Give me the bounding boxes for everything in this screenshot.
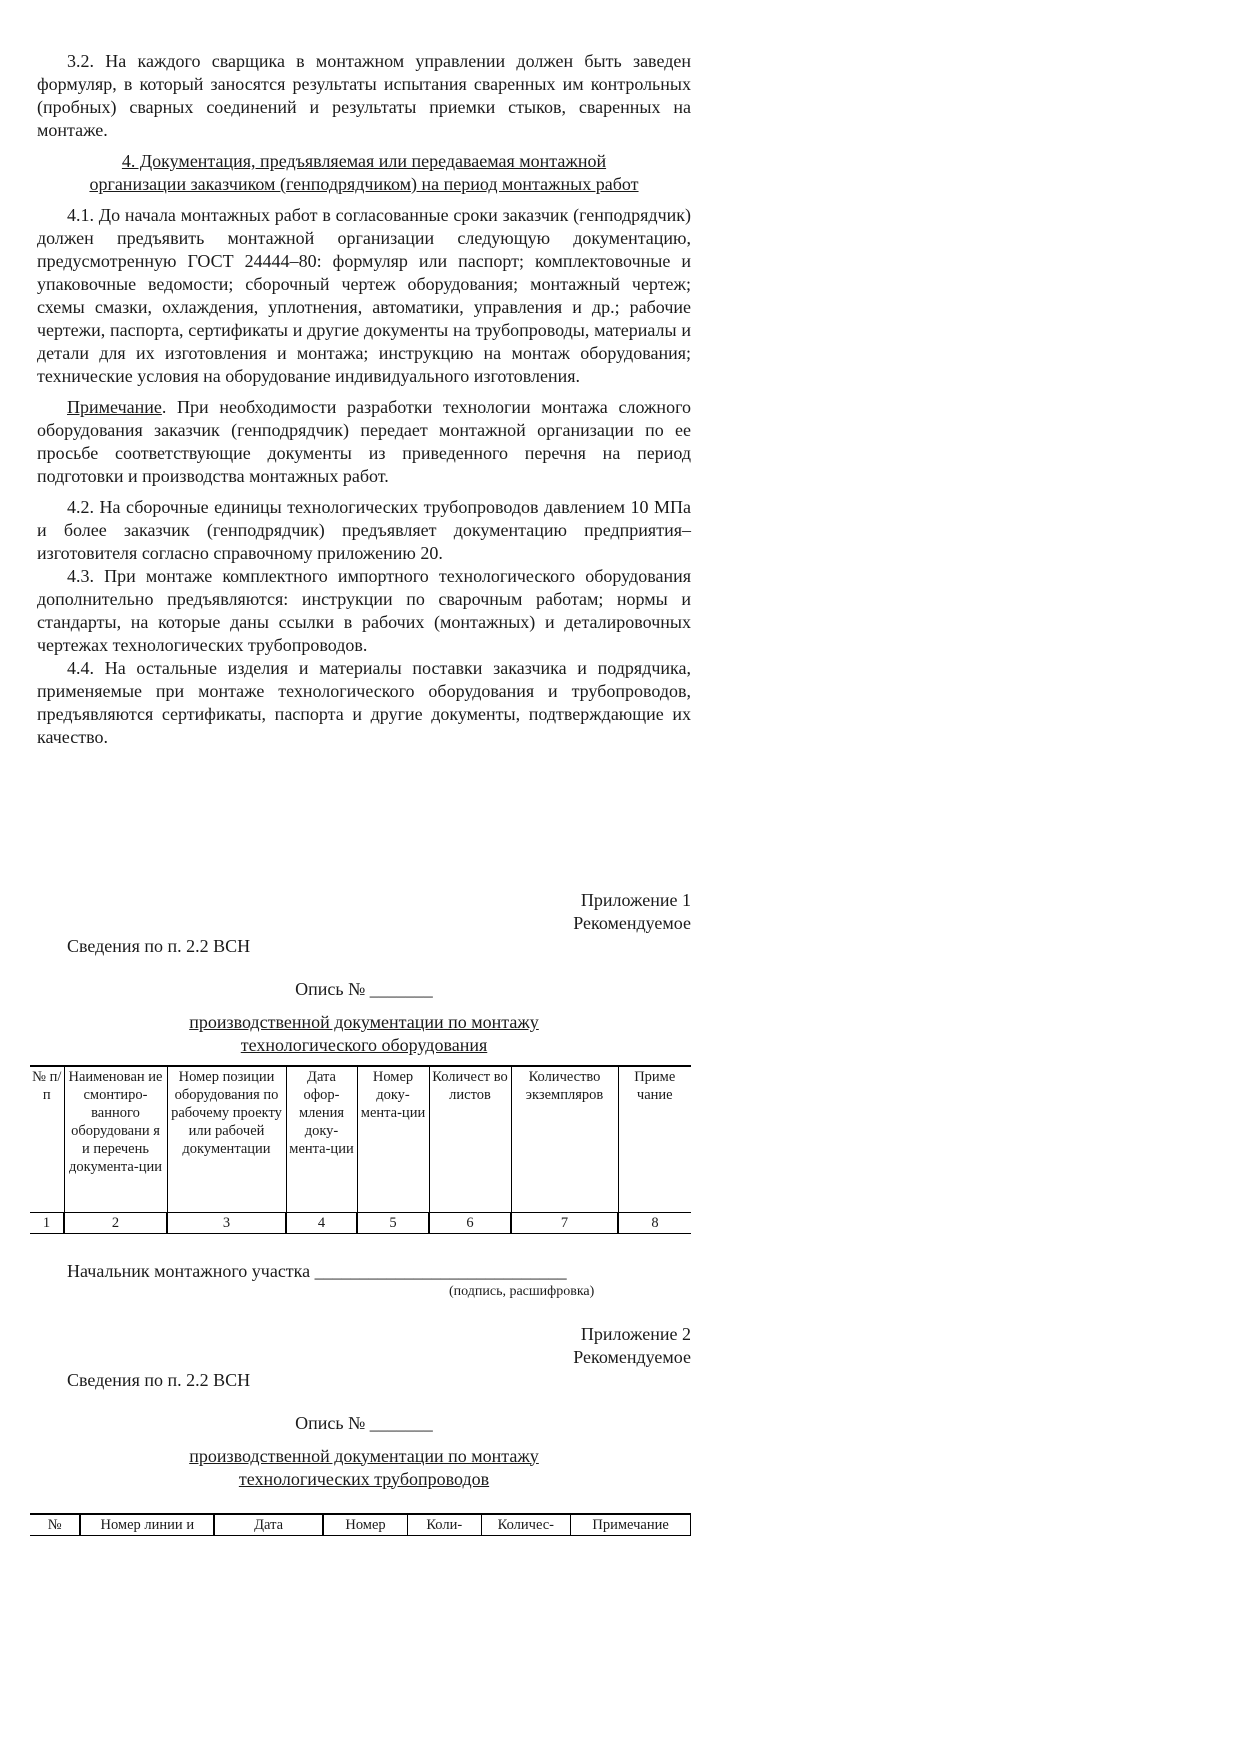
table-number-cell: 2 <box>64 1212 167 1233</box>
table-number-cell: 8 <box>651 1214 659 1231</box>
table-header-cell: Номер <box>323 1514 408 1536</box>
table-header-cell: Примечание <box>571 1514 691 1536</box>
table-header-cell: № <box>30 1514 80 1536</box>
section-4-heading-line2: организации заказчиком (генподрядчиком) на период монтажных работ <box>89 174 639 194</box>
table-header-cell: № п/п <box>30 1066 64 1212</box>
appendix-2-status: Рекомендуемое <box>573 1346 691 1367</box>
appendix-1-table <box>30 1065 691 1234</box>
appendix-1-title <box>37 1011 691 1057</box>
table-header-cell: Дата офор-мления доку-мента-ции <box>286 1066 357 1212</box>
paragraph-4-1: 4.1. До начала монтажных работ в согласованные сроки заказчик (генподрядчик) должен предъявить монтажной организации следующую документацию, предусмотренную ГОСТ 24444–80: формуляр или паспорт; комплектовочные и упаковочные ведомости; сборочный чертеж оборудования; монтажный чертеж; схемы смазки, охлаждения, уплотнения, автоматики, управления и др.; рабочие чертежи, паспорта, сертификаты и другие документы на трубопроводы, материалы и детали для их изготовления и монтажа; инструкцию на монтаж оборудования; технические условия на оборудование индивидуального изготовления. <box>37 205 691 386</box>
table-header-cell: Коли- <box>408 1514 482 1536</box>
paragraph-4-3: 4.3. При монтаже комплектного импортного технологического оборудования дополнительно предъявляются: инструкции по сварочным работам; нормы и стандарты, на которые даны ссылки в рабочих (монтажных) и деталировочных чертежах технологических трубопроводов. <box>37 566 691 655</box>
table-number-cell: 7 <box>511 1212 618 1233</box>
table-number-cell: 5 <box>357 1212 429 1233</box>
appendix-1-title-line1: производственной документации по монтажу <box>189 1012 539 1032</box>
appendix-1-opis: Опись № _______ <box>295 979 433 999</box>
table-header-cell: Дата <box>214 1514 323 1536</box>
appendix-1-signature-hint: (подпись, расшифровка) <box>449 1283 595 1299</box>
appendix-1-label: Приложение 1 <box>580 890 691 910</box>
section-4-heading <box>37 150 691 196</box>
document-page <box>32 50 691 1536</box>
note-text: . При необходимости разработки технологии монтажа сложного оборудования заказчик (генподрядчик) передает монтажной организации по ее просьбе соответствующие документы из приведенного перечня на период подготовки и производства монтажных работ. <box>37 397 691 486</box>
table-header-cell: Количес- <box>481 1514 571 1536</box>
appendix-1-status: Рекомендуемое <box>573 913 691 933</box>
appendix-2-label: Приложение 2 <box>580 1323 691 1344</box>
table-header-cell: Номер позиции оборудования по рабочему проекту или рабочей документации <box>167 1066 286 1212</box>
appendix-1-ref: Сведения по п. 2.2 ВСН <box>67 936 251 956</box>
table-header-cell: Количест во листов <box>429 1066 511 1212</box>
table-header-cell: Номер доку-мента-ции <box>357 1066 429 1212</box>
note-paragraph <box>37 396 691 488</box>
table-number-cell: 4 <box>286 1212 357 1233</box>
appendix-2-title-line1: производственной документации по монтажу <box>189 1445 539 1466</box>
appendix-2-header-row <box>30 1514 691 1536</box>
appendix-1-signature-line: Начальник монтажного участка ____________________________ <box>67 1260 567 1281</box>
table-header-cell: Количество экземпляров <box>511 1066 618 1212</box>
appendix-1-number-row <box>30 1212 691 1233</box>
table-header-cell: Приме чание <box>634 1069 676 1103</box>
appendix-2-ref: Сведения по п. 2.2 ВСН <box>67 1369 251 1390</box>
appendix-2-opis: Опись № _______ <box>295 1412 433 1433</box>
table-header-cell: Номер линии и <box>80 1514 214 1536</box>
appendix-1-header-row <box>30 1066 691 1212</box>
paragraph-3-2: 3.2. На каждого сварщика в монтажном управлении должен быть заведен формуляр, в который заносятся результаты испытания сваренных им контрольных (пробных) сварных соединений и результаты приемки стыков, сваренных на монтаже. <box>37 51 691 140</box>
paragraph-4-2: 4.2. На сборочные единицы технологических трубопроводов давлением 10 МПа и более заказчик (генподрядчик) предъявляет документацию предприятия–изготовителя согласно справочному приложению 20. <box>37 497 691 563</box>
appendix-2-title <box>37 1445 691 1491</box>
table-number-cell: 3 <box>167 1212 286 1233</box>
paragraph-4-4: 4.4. На остальные изделия и материалы поставки заказчика и подрядчика, применяемые при монтаже технологического оборудования и трубопроводов, предъявляются сертификаты, паспорта и другие документы, подтверждающие их качество. <box>37 658 691 747</box>
note-label: Примечание <box>67 397 162 417</box>
appendix-2-table <box>30 1513 691 1536</box>
table-number-cell: 1 <box>30 1212 64 1233</box>
appendix-2-title-line2: технологических трубопроводов <box>238 1468 490 1489</box>
table-header-cell: Наименован ие смонтиро-ванного оборудовани я и перечень документа-ции <box>64 1066 167 1212</box>
table-number-cell: 6 <box>429 1212 511 1233</box>
section-4-heading-line1: 4. Документация, предъявляемая или передаваемая монтажной <box>121 151 607 171</box>
appendix-1-title-line2: технологического оборудования <box>240 1035 488 1055</box>
